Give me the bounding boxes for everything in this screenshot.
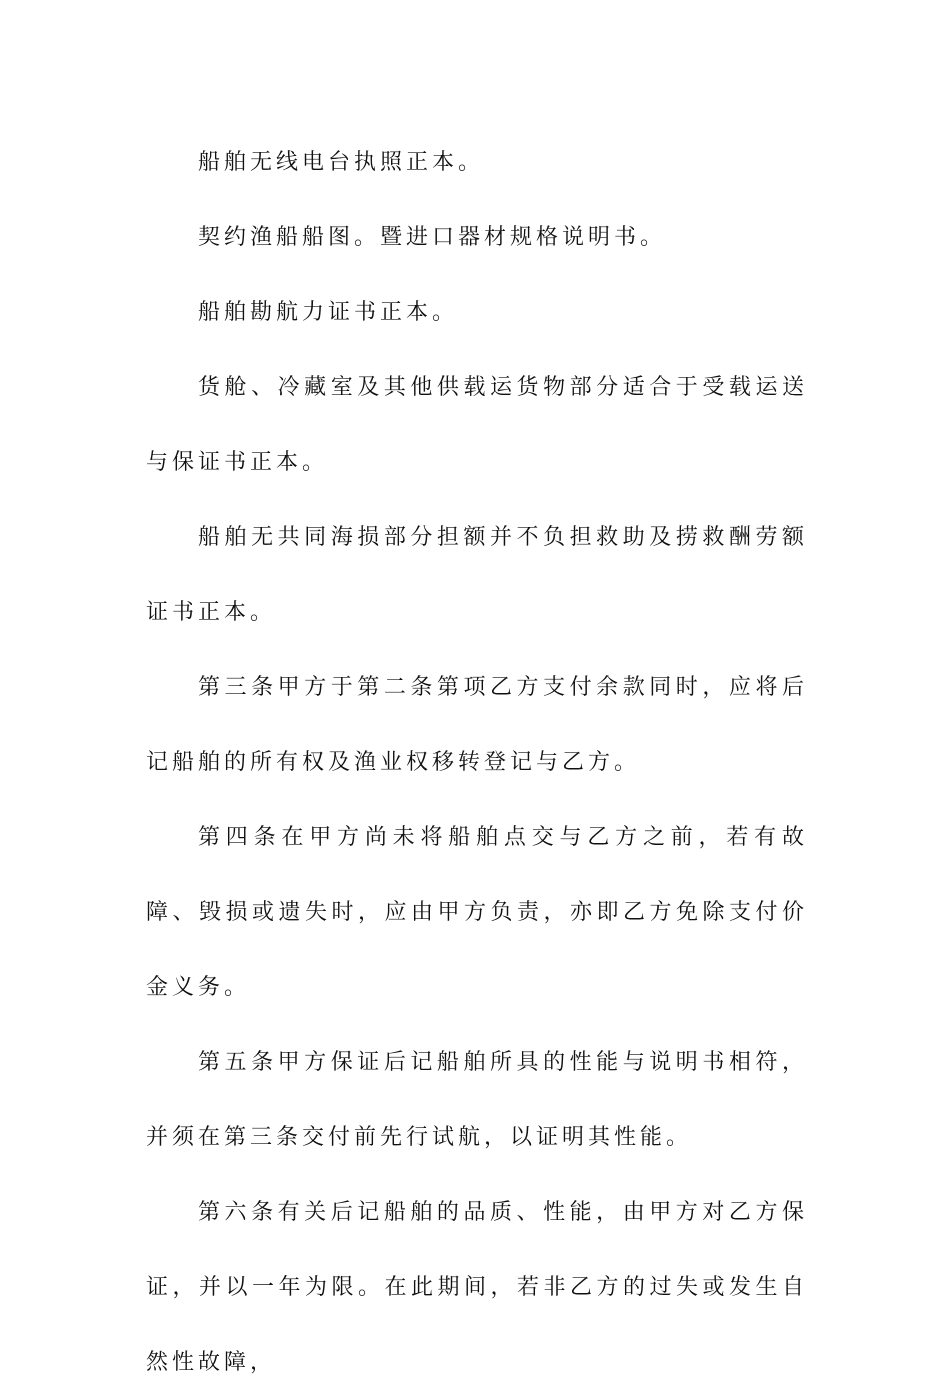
- paragraph-article-4: 第四条在甲方尚未将船舶点交与乙方之前，若有故障、毁损或遗失时，应由甲方负责，亦即乙方免除支付价金义务。: [146, 825, 808, 1000]
- paragraph-cargo-hold-certificate: 货舱、冷藏室及其他供载运货物部分适合于受载运送与保证书正本。: [146, 375, 808, 475]
- paragraph-article-5: 第五条甲方保证后记船舶所具的性能与说明书相符，并须在第三条交付前先行试航，以证明其性能。: [146, 1050, 808, 1150]
- paragraph-ship-drawings: 契约渔船船图。暨进口器材规格说明书。: [198, 225, 667, 250]
- paragraph-general-average-certificate: 船舶无共同海损部分担额并不负担救助及捞救酬劳额证书正本。: [146, 525, 808, 625]
- paragraph-article-6: 第六条有关后记船舶的品质、性能，由甲方对乙方保证，并以一年为限。在此期间，若非乙方的过失或发生自然性故障，: [146, 1200, 808, 1375]
- document-body: [146, 125, 808, 1400]
- paragraph-radio-license: 船舶无线电台执照正本。: [198, 150, 485, 175]
- paragraph-seaworthiness-certificate: 船舶勘航力证书正本。: [198, 300, 459, 325]
- paragraph-article-3: 第三条甲方于第二条第项乙方支付余款同时，应将后记船舶的所有权及渔业权移转登记与乙方。: [146, 675, 808, 775]
